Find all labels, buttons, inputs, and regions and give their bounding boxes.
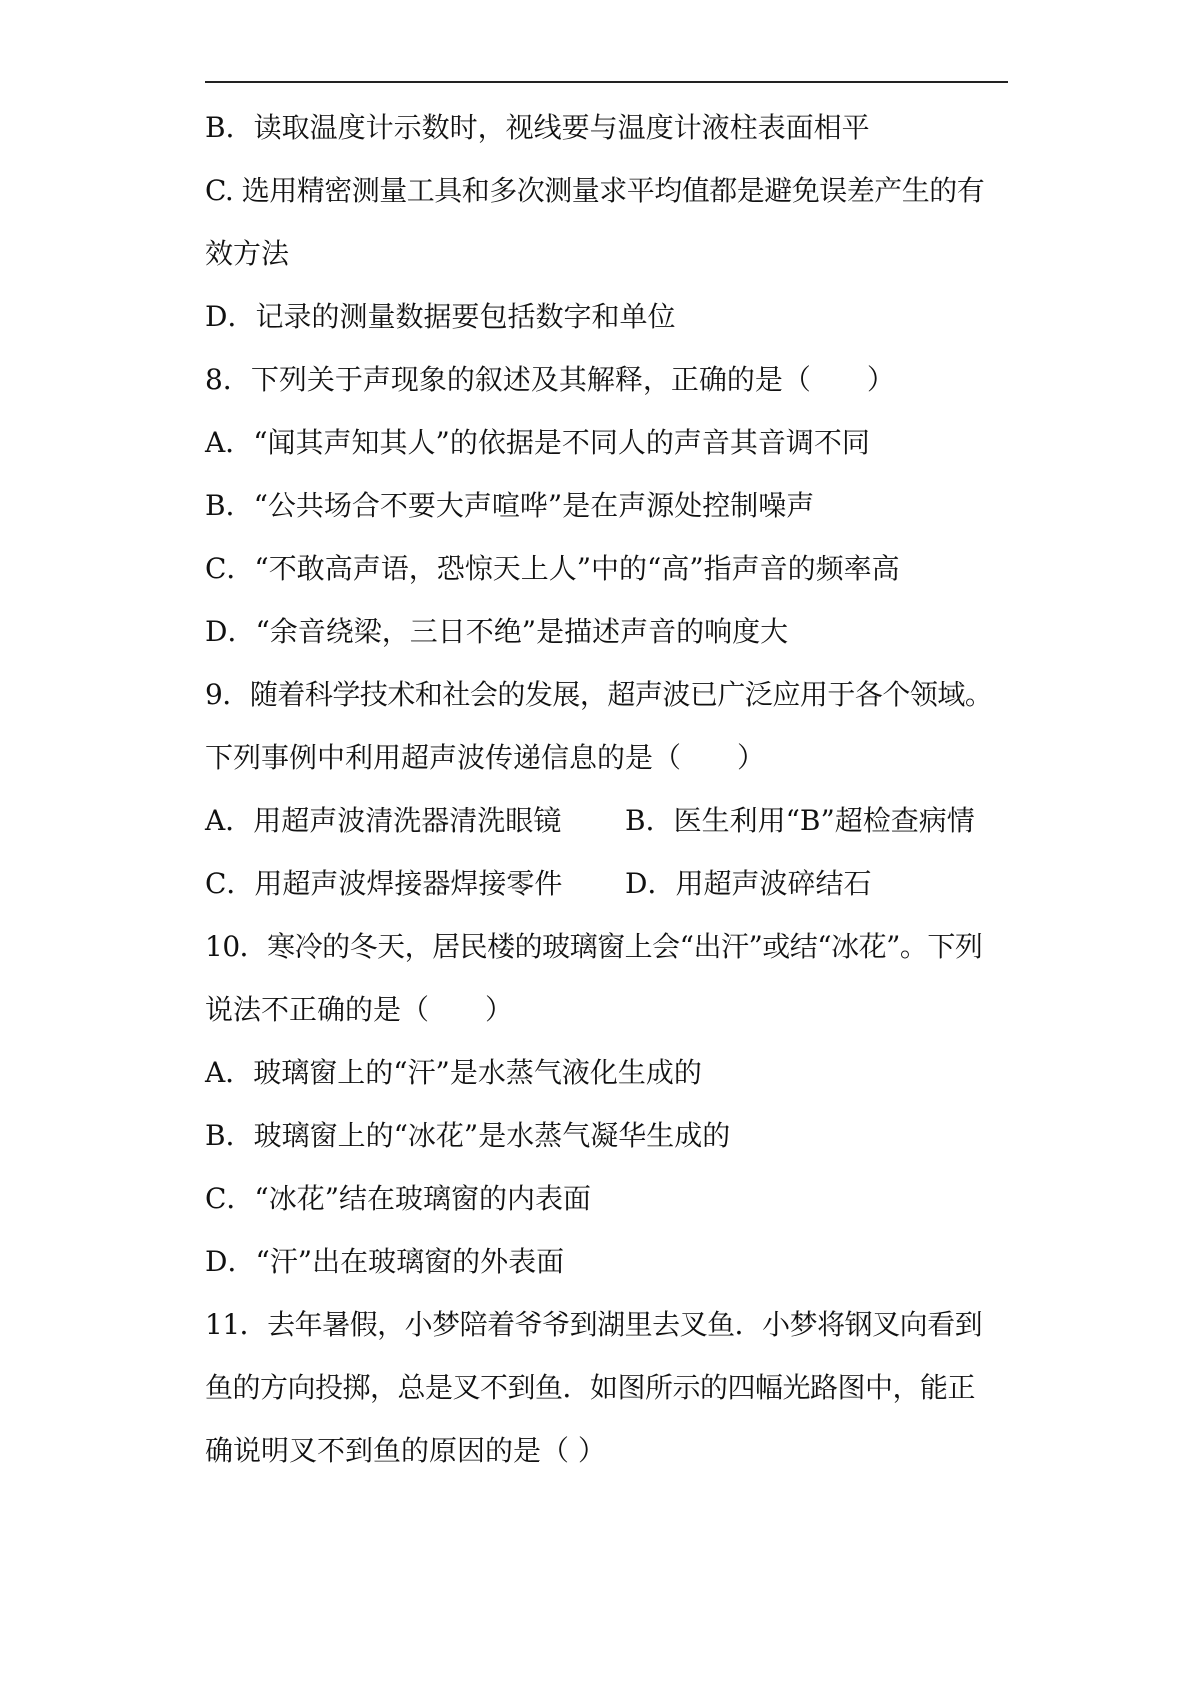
q9-stem-line2: 下列事例中利用超声波传递信息的是（ ） [205, 741, 766, 774]
header-rule [205, 81, 1008, 83]
q7-option-c-line2: 效方法 [205, 237, 290, 270]
q7-option-c-line1: C. 选用精密测量工具和多次测量求平均值都是避免误差产生的有 [205, 174, 985, 207]
q10-option-a: A．玻璃窗上的“汗”是水蒸气液化生成的 [205, 1056, 702, 1089]
q9-options-row2 [205, 852, 1015, 915]
q9-option-d: D．用超声波碎结石 [625, 867, 872, 900]
q10-option-d: D．“汗”出在玻璃窗的外表面 [205, 1245, 565, 1278]
q11-stem-line2: 鱼的方向投掷，总是叉不到鱼．如图所示的四幅光路图中，能正 [205, 1371, 976, 1404]
q8-stem: 8．下列关于声现象的叙述及其解释，正确的是（ ） [205, 363, 895, 396]
q8-option-a: A．“闻其声知其人”的依据是不同人的声音其音调不同 [205, 426, 870, 459]
q9-options-row1 [205, 789, 1015, 852]
q11-stem-line3: 确说明叉不到鱼的原因的是（ ） [205, 1434, 606, 1467]
q7-option-b: B．读取温度计示数时，视线要与温度计液柱表面相平 [205, 111, 870, 144]
q8-option-d: D．“余音绕梁，三日不绝”是描述声音的响度大 [205, 615, 789, 648]
q10-option-b: B．玻璃窗上的“冰花”是水蒸气凝华生成的 [205, 1119, 731, 1152]
q7-option-d: D．记录的测量数据要包括数字和单位 [205, 300, 676, 333]
q11-stem-line1: 11．去年暑假，小梦陪着爷爷到湖里去叉鱼．小梦将钢叉向看到 [205, 1308, 983, 1341]
q10-stem-line2: 说法不正确的是（ ） [205, 993, 514, 1026]
q9-option-c: C．用超声波焊接器焊接零件 [205, 867, 563, 900]
q9-option-b: B．医生利用“B”超检查病情 [625, 804, 975, 837]
q8-option-c: C．“不敢高声语，恐惊天上人”中的“高”指声音的频率高 [205, 552, 900, 585]
q10-stem-line1: 10．寒冷的冬天，居民楼的玻璃窗上会“出汗”或结“冰花”。下列 [205, 930, 983, 963]
q9-option-a: A．用超声波清洗器清洗眼镜 [205, 804, 562, 837]
q9-stem-line1: 9．随着科学技术和社会的发展，超声波已广泛应用于各个领域。 [205, 678, 993, 711]
page-content [205, 96, 1015, 1482]
q10-option-c: C．“冰花”结在玻璃窗的内表面 [205, 1182, 592, 1215]
q8-option-b: B．“公共场合不要大声喧哗”是在声源处控制噪声 [205, 489, 815, 522]
